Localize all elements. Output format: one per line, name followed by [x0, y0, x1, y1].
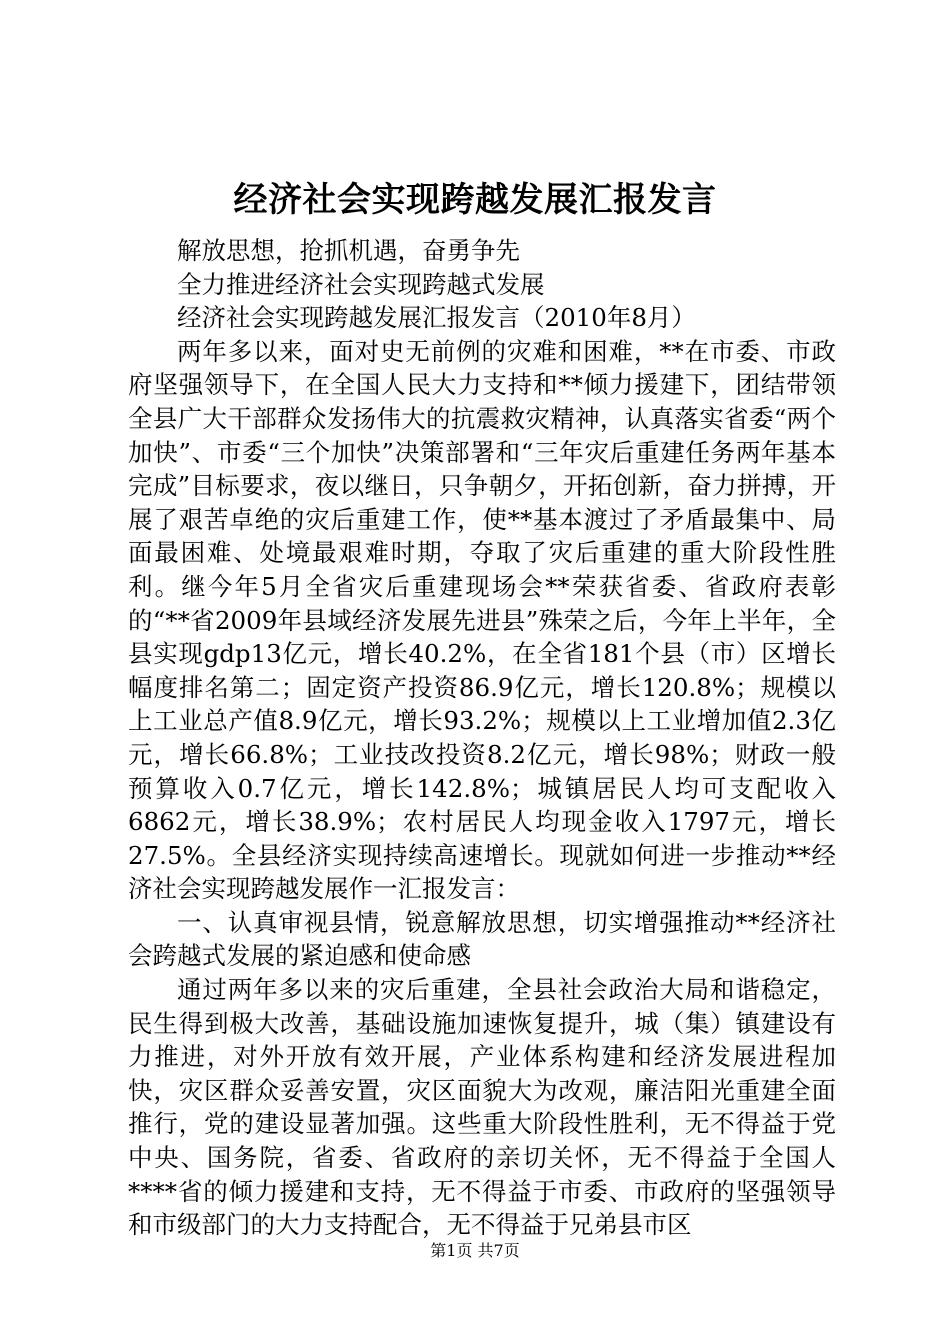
document-title: 经济社会实现跨越发展汇报发言	[233, 180, 717, 220]
section-heading-1: 一、认真审视县情，锐意解放思想，切实增强推动**经济社会跨越式发展的紧迫感和使命感	[128, 907, 836, 971]
paragraph-overview: 两年多以来，面对史无前例的灾难和困难，**在市委、市政府坚强领导下，在全国人民大力支持和**倾力援建下，团结带领全县广大干部群众发扬伟大的抗震救灾精神，认真落实省委“两个加快”、市委“三个加快”决策部署和“三年灾后重建任务两年基本完成”目标要求，夜以继日，只争朝夕，开拓创新，奋力拼搏，开展了艰苦卓绝的灾后重建工作，使**基本渡过了矛盾最集中、局面最困难、处境最艰难时期，夺取了灾后重建的重大阶段性胜利。继今年5月全省灾后重建现场会**荣获省委、省政府表彰的“**省2009年县域经济发展先进县”殊荣之后，今年上半年，全县实现gdp13亿元，增长40.2%，在全省181个县（市）区增长幅度排名第二；固定资产投资86.9亿元，增长120.8%；规模以上工业总产值8.9亿元，增长93.2%；规模以上工业增加值2.3亿元，增长66.8%；工业技改投资8.2亿元，增长98%；财政一般预算收入0.7亿元，增长142.8%；城镇居民人均可支配收入6862元，增长38.9%；农村居民人均现金收入1797元，增长27.5%。全县经济实现持续高速增长。现就如何进一步推动**经济社会实现跨越发展作一汇报发言：	[128, 336, 836, 904]
document-body	[128, 234, 836, 1242]
paragraph-achievements: 通过两年多以来的灾后重建，全县社会政治大局和谐稳定，民生得到极大改善，基础设施加速恢复提升，城（集）镇建设有力推进，对外开放有效开展，产业体系构建和经济发展进程加快，灾区群众妥善安置，灾区面貌大为改观，廉洁阳光重建全面推行，党的建设显著加强。这些重大阶段性胜利，无不得益于党中央、国务院，省委、省政府的亲切关怀，无不得益于全国人****省的倾力援建和支持，无不得益于市委、市政府的坚强领导和市级部门的大力支持配合，无不得益于兄弟县市区	[128, 975, 836, 1240]
paragraph-slogan-2: 全力推进经济社会实现跨越式发展	[177, 269, 545, 299]
page-footer: 第1页 共7页	[430, 1241, 520, 1260]
paragraph-slogan-1: 解放思想，抢抓机遇，奋勇争先	[177, 236, 520, 265]
paragraph-subtitle: 经济社会实现跨越发展汇报发言（2010年8月）	[177, 303, 696, 333]
